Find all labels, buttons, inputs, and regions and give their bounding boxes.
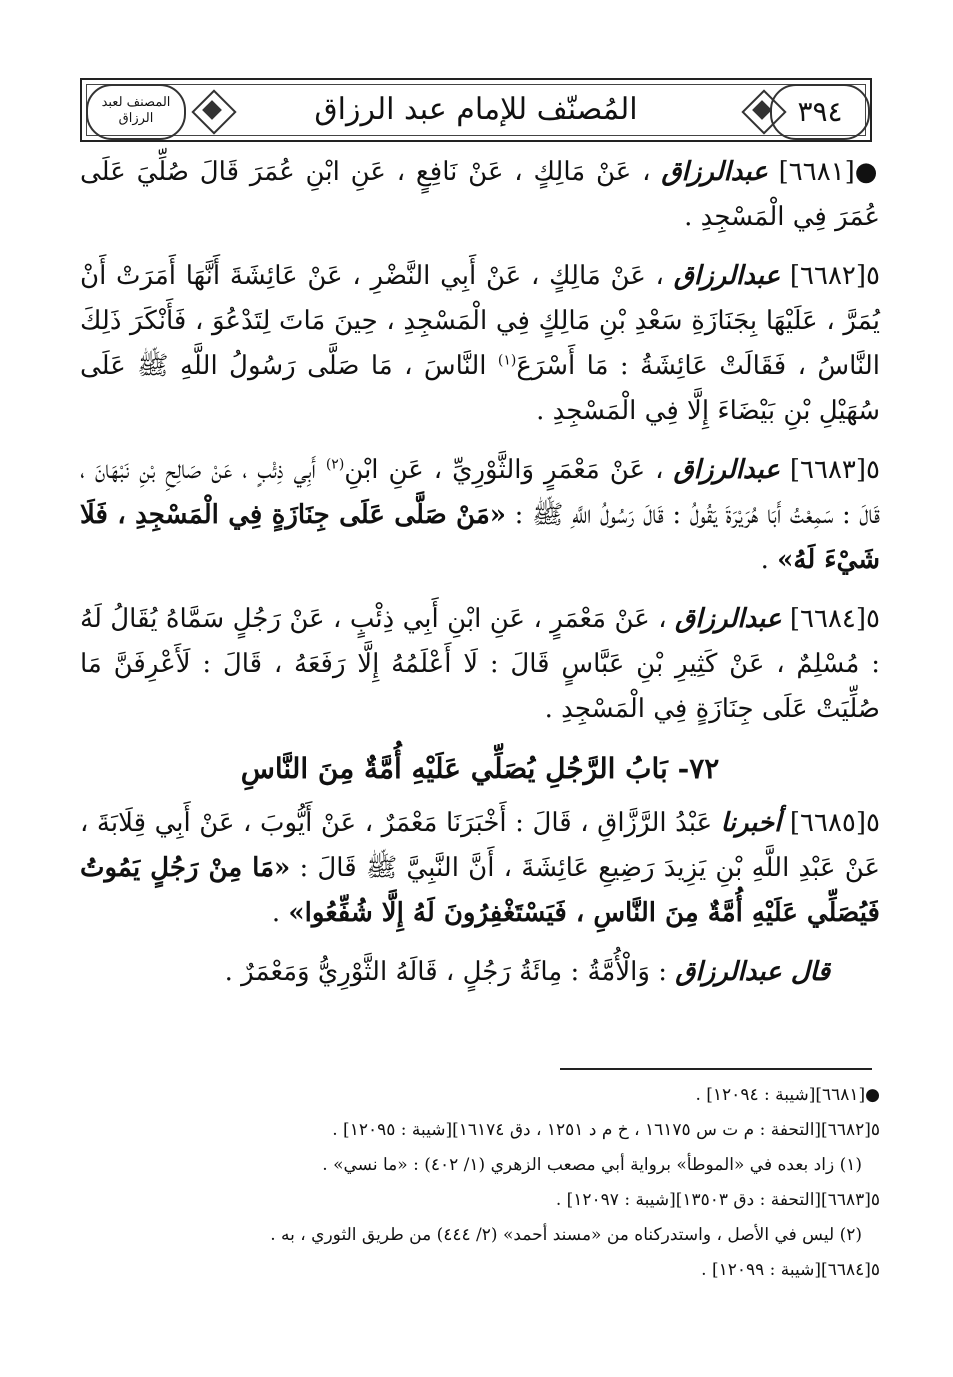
running-title: المُصنّف للإمام عبد الرزاق	[314, 92, 638, 127]
footnote-note: (٢) ليس في الأصل ، واستدركناه من «مسند أحمد» (٢/ ٤٤٤) من طريق الثوري ، به .	[270, 1225, 862, 1245]
narrator-name: عبدالرزاق	[675, 604, 782, 634]
footnote-line: ٥[٦٦٨٣][التحفة : دق ١٣٥٠٣][شيبة : ١٢٠٩٧] .	[555, 1190, 880, 1210]
footnotes	[110, 1078, 880, 1288]
narrator-name: عبدالرزاق	[661, 157, 768, 187]
hadith-text: ، عَنْ مَالِكٍ ، عَنْ أَبِي النَّضْرِ ، عَنْ عَائِشَةَ أَنَّهَا أَمَرَتْ أَنْ يُمَرَّ ، عَلَيْهَا بِجَنَازَةِ سَعْدِ بْنِ مَالِكٍ فِي الْمَسْجِدِ ، حِينَ مَاتَ لِتَدْعُوَ ، فَأَنْكَرَ ذَلِكَ النَّاسُ ، فَقَالَتْ عَائِشَةُ : مَا أَسْرَعَ	[80, 261, 881, 381]
footnote-ref: (١)	[497, 352, 517, 369]
hadith-marker: ●	[854, 157, 881, 187]
narrator-name: أخبرنا	[720, 808, 782, 838]
hadith-text: أَبِي ذِئْبٍ ، عَنْ صَالِحِ بْنِ نَبْهَانَ ، قَالَ : سَمِعْتُ أَبَا هُرَيْرَةَ يَقُولُ : قَالَ رَسُولُ اللَّهِ ﷺ :	[80, 455, 880, 530]
narrator-name: عبدالرزاق	[673, 261, 781, 291]
hadith-text: ، عَنْ مَعْمَرٍ ، عَنِ ابْنِ أَبِي ذِئْبٍ ، عَنْ رَجُلٍ سَمَّاهُ يُقَالُ لَهُ : مُسْلِمٌ ، عَنْ كَثِيرِ بْنِ عَبَّاسٍ قَالَ : لَا أَعْلَمُهُ إِلَّا رَفَعَهُ ، قَالَ : لَأَعْرِفَنَّ مَا صُلِّيَتْ عَلَى جِنَازَةٍ فِي الْمَسْجِدِ .	[80, 604, 880, 724]
page-header	[80, 78, 872, 146]
hadith-6684	[80, 597, 880, 732]
hadith-6685	[80, 801, 880, 936]
hadith-number: [٦٦٨٤]	[789, 604, 867, 634]
hadith-marker: ٥	[866, 261, 881, 291]
hadith-number: [٦٦٨٣]	[789, 455, 867, 485]
hadith-number: [٦٦٨٥]	[789, 808, 867, 838]
footnote-line: ٥[٦٦٨٢][التحفة : م ت س ١٦١٧٥ ، خ م د ١٢٥١ ، دق ١٦١٧٤][شيبة : ١٢٠٩٥] .	[332, 1120, 880, 1140]
hadith-end: .	[760, 545, 769, 575]
main-text	[80, 150, 880, 1009]
hadith-number: [٦٦٨١]	[778, 157, 855, 187]
footnote-separator	[560, 1068, 872, 1070]
hadith-6681	[80, 150, 880, 240]
narrator-name: قال عبدالرزاق	[675, 957, 830, 987]
editor-comment	[80, 950, 880, 995]
hadith-6682	[80, 254, 880, 434]
page-number: ٣٩٤	[797, 95, 843, 128]
book-logo	[86, 84, 186, 140]
comment-text: : وَالْأُمَّةُ : مِائَةُ رَجُلٍ ، قَالَهُ الثَّوْرِيُّ وَمَعْمَرٌ .	[224, 957, 667, 987]
footnote-line: ٥[٦٦٨٤][شيبة : ١٢٠٩٩] .	[701, 1260, 880, 1280]
prophetic-quote: «مَنْ صَلَّى عَلَى جِنَازَةٍ فِي الْمَسْجِدِ ، فَلَا شَيْءَ لَهُ»	[80, 500, 880, 575]
hadith-end: .	[271, 898, 281, 928]
hadith-6683	[80, 448, 880, 583]
hadith-text: ، عَنْ مَعْمَرٍ وَالثَّوْرِيِّ ، عَنِ ابْنِ	[344, 455, 664, 485]
hadith-text: ، عَنْ مَالِكٍ ، عَنْ نَافِعٍ ، عَنِ ابْنِ عُمَرَ قَالَ صُلِّيَ عَلَى عُمَرَ فِي الْمَسْجِدِ .	[80, 157, 880, 232]
ornament-icon	[190, 88, 234, 132]
hadith-text: النَّاسَ ، مَا صَلَّى رَسُولُ اللَّهِ ﷺ عَلَى سُهَيْلِ بْنِ بَيْضَاءَ إِلَّا فِي الْمَسْجِدِ .	[80, 351, 880, 426]
footnote-line: ●[٦٦٨١][شيبة : ١٢٠٩٤] .	[695, 1085, 880, 1105]
footnote-ref: (٢)	[325, 456, 345, 473]
narrator-name: عبدالرزاق	[673, 455, 780, 485]
hadith-number: [٦٦٨٢]	[789, 261, 867, 291]
footnote-note: (١) زاد بعده في «الموطأ» برواية أبي مصعب الزهري (١/ ٤٠٢) : «ما نسي» .	[322, 1155, 862, 1175]
hadith-marker: ٥	[866, 455, 880, 485]
hadith-marker: ٥	[866, 808, 880, 838]
prophetic-quote: «مَا مِنْ رَجُلٍ يَمُوتُ فَيُصَلِّي عَلَيْهِ أُمَّةٌ مِنَ النَّاسِ ، فَيَسْتَغْفِرُونَ لَهُ إِلَّا شُفِّعُوا»	[80, 853, 880, 928]
hadith-text: عَبْدُ الرَّزَّاقِ ، قَالَ : أَخْبَرَنَا مَعْمَرٌ ، عَنْ أَيُّوبَ ، عَنْ أَبِي قِلَابَةَ ، عَنْ عَبْدِ اللَّهِ بْنِ يَزِيدَ رَضِيعِ عَائِشَةَ ، أَنَّ النَّبِيَّ ﷺ قَالَ :	[80, 808, 880, 883]
book-logo-text: المصنف لعبد الرزاق	[101, 95, 171, 126]
page-number-box	[770, 84, 870, 140]
hadith-marker: ٥	[866, 604, 881, 634]
chapter-heading: ٧٢- بَابُ الرَّجُلِ يُصَلِّي عَلَيْهِ أُمَّةٌ مِنَ النَّاسِ	[240, 752, 720, 785]
